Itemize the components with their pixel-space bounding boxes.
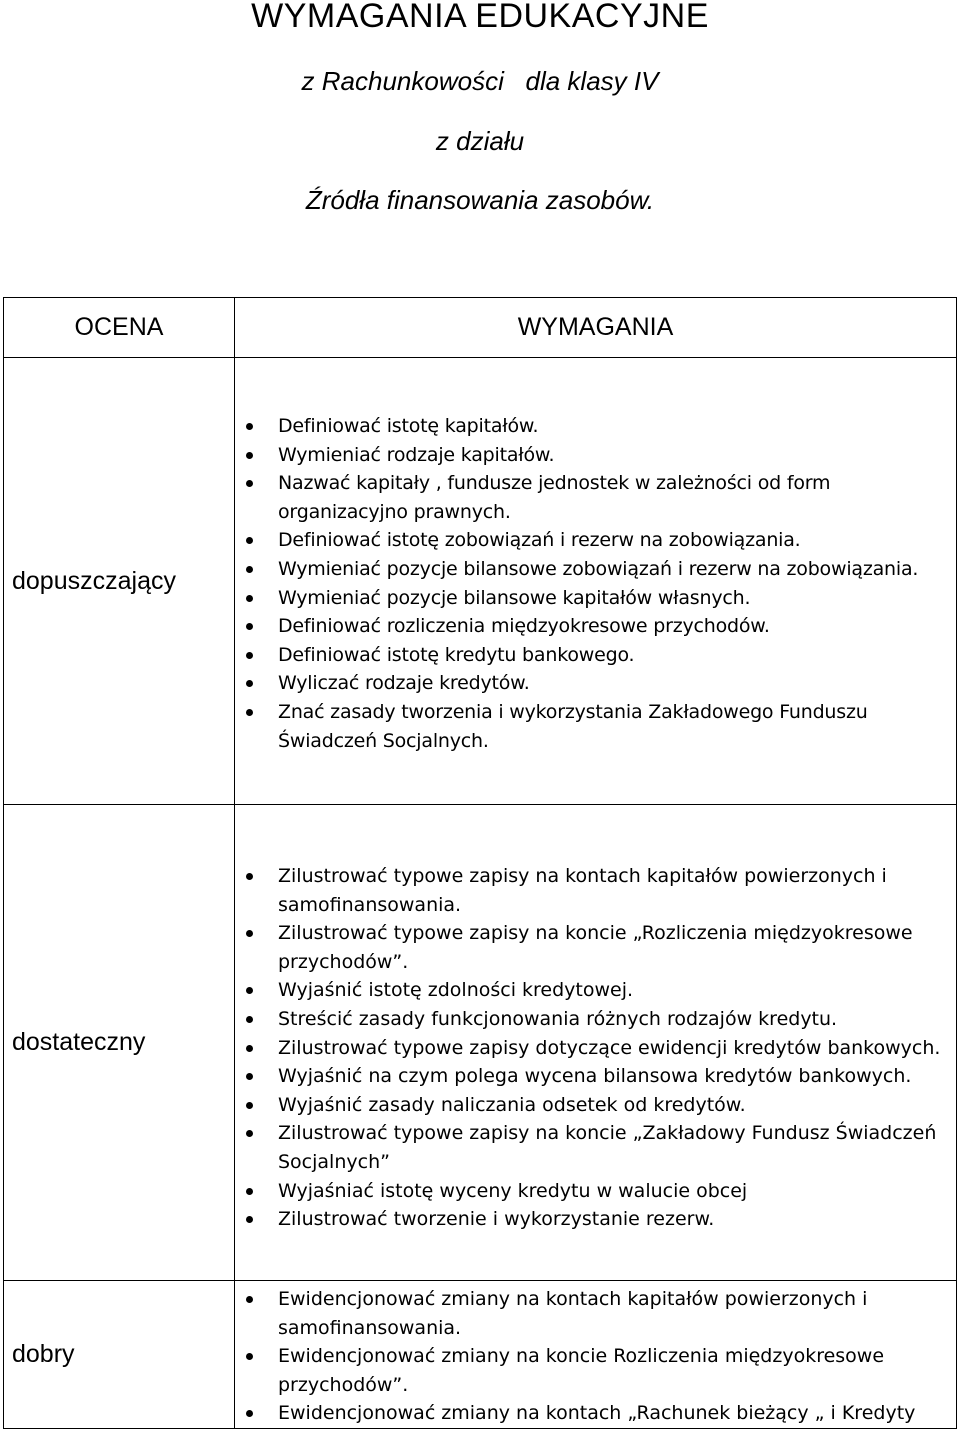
requirements-column-header: WYMAGANIA [235,298,957,358]
list-item: Zilustrować tworzenie i wykorzystanie rezerw. [235,1205,956,1234]
list-item: Wymieniać pozycje bilansowe zobowiązań i rezerw na zobowiązania. [235,555,956,584]
bullet-icon [246,680,253,687]
list-item: Definiować istotę kapitałów. [235,412,956,441]
subject-subtitle: z Rachunkowości dla klasy IV [301,66,659,96]
bullet-icon [246,1016,253,1023]
requirements-cell [235,805,957,1281]
bullet-icon [246,1216,253,1223]
bullet-icon [246,423,253,430]
list-item: Znać zasady tworzenia i wykorzystania Zakładowego Funduszu Świadczeń Socjalnych. [235,698,956,755]
requirements-cell [235,1281,957,1429]
bullet-icon [246,1296,253,1303]
bullet-icon [246,566,253,573]
section-name: Źródła finansowania zasobów. [305,185,655,215]
bullet-icon [246,930,253,937]
list-item: Wyjaśniać istotę wyceny kredytu w walucie obcej [235,1177,956,1206]
list-item: Definiować istotę zobowiązań i rezerw na zobowiązania. [235,526,956,555]
list-item: Definiować istotę kredytu bankowego. [235,641,956,670]
bullet-icon [246,623,253,630]
grade-cell [4,805,235,1281]
grade-column-header: OCENA [4,298,235,358]
list-item: Wyliczać rodzaje kredytów. [235,669,956,698]
section-prefix: z działu [435,126,525,156]
bullet-icon [246,1073,253,1080]
requirements-table [3,297,957,1429]
requirements-list [235,1285,956,1428]
grade-label: dostateczny [12,1028,146,1056]
list-item: Wyjaśnić istotę zdolności kredytowej. [235,976,956,1005]
bullet-icon [246,1130,253,1137]
table-row [4,805,957,1281]
requirements-list [235,862,956,1234]
bullet-icon [246,1102,253,1109]
list-item: Wyjaśnić na czym polega wycena bilansowa kredytów bankowych. [235,1062,956,1091]
list-item: Nazwać kapitały , fundusze jednostek w zależności od form organizacyjno prawnych. [235,469,956,526]
list-item: Streścić zasady funkcjonowania różnych rodzajów kredytu. [235,1005,956,1034]
bullet-icon [246,1188,253,1195]
bullet-icon [246,987,253,994]
bullet-icon [246,1353,253,1360]
requirements-cell [235,358,957,805]
bullet-icon [246,709,253,716]
list-item: Definiować rozliczenia międzyokresowe przychodów. [235,612,956,641]
bullet-icon [246,452,253,459]
requirements-list [235,412,956,755]
grade-cell [4,1281,235,1429]
bullet-icon [246,480,253,487]
list-item: Zilustrować typowe zapisy na kontach kapitałów powierzonych i samofinansowania. [235,862,956,919]
list-item: Ewidencjonować zmiany na koncie Rozliczenia międzyokresowe przychodów”. [235,1342,956,1399]
table-row [4,1281,957,1429]
bullet-icon [246,652,253,659]
list-item: Wymieniać rodzaje kapitałów. [235,441,956,470]
list-item: Ewidencjonować zmiany na kontach „Rachunek bieżący „ i Kredyty [235,1399,956,1428]
table-header-row [4,298,957,358]
grade-label: dobry [12,1339,75,1368]
list-item: Zilustrować typowe zapisy dotyczące ewidencji kredytów bankowych. [235,1034,956,1063]
bullet-icon [246,537,253,544]
list-item: Ewidencjonować zmiany na kontach kapitałów powierzonych i samofinansowania. [235,1285,956,1342]
grade-label: dopuszczający [12,566,176,595]
document-title: WYMAGANIA EDUKACYJNE [251,0,709,35]
list-item: Wyjaśnić zasady naliczania odsetek od kredytów. [235,1091,956,1120]
table-row [4,358,957,805]
list-item: Zilustrować typowe zapisy na koncie „Zakładowy Fundusz Świadczeń Socjalnych” [235,1119,956,1176]
list-item: Zilustrować typowe zapisy na koncie „Rozliczenia międzyokresowe przychodów”. [235,919,956,976]
grade-cell [4,358,235,805]
bullet-icon [246,595,253,602]
bullet-icon [246,1410,253,1417]
bullet-icon [246,873,253,880]
list-item: Wymieniać pozycje bilansowe kapitałów własnych. [235,584,956,613]
bullet-icon [246,1045,253,1052]
